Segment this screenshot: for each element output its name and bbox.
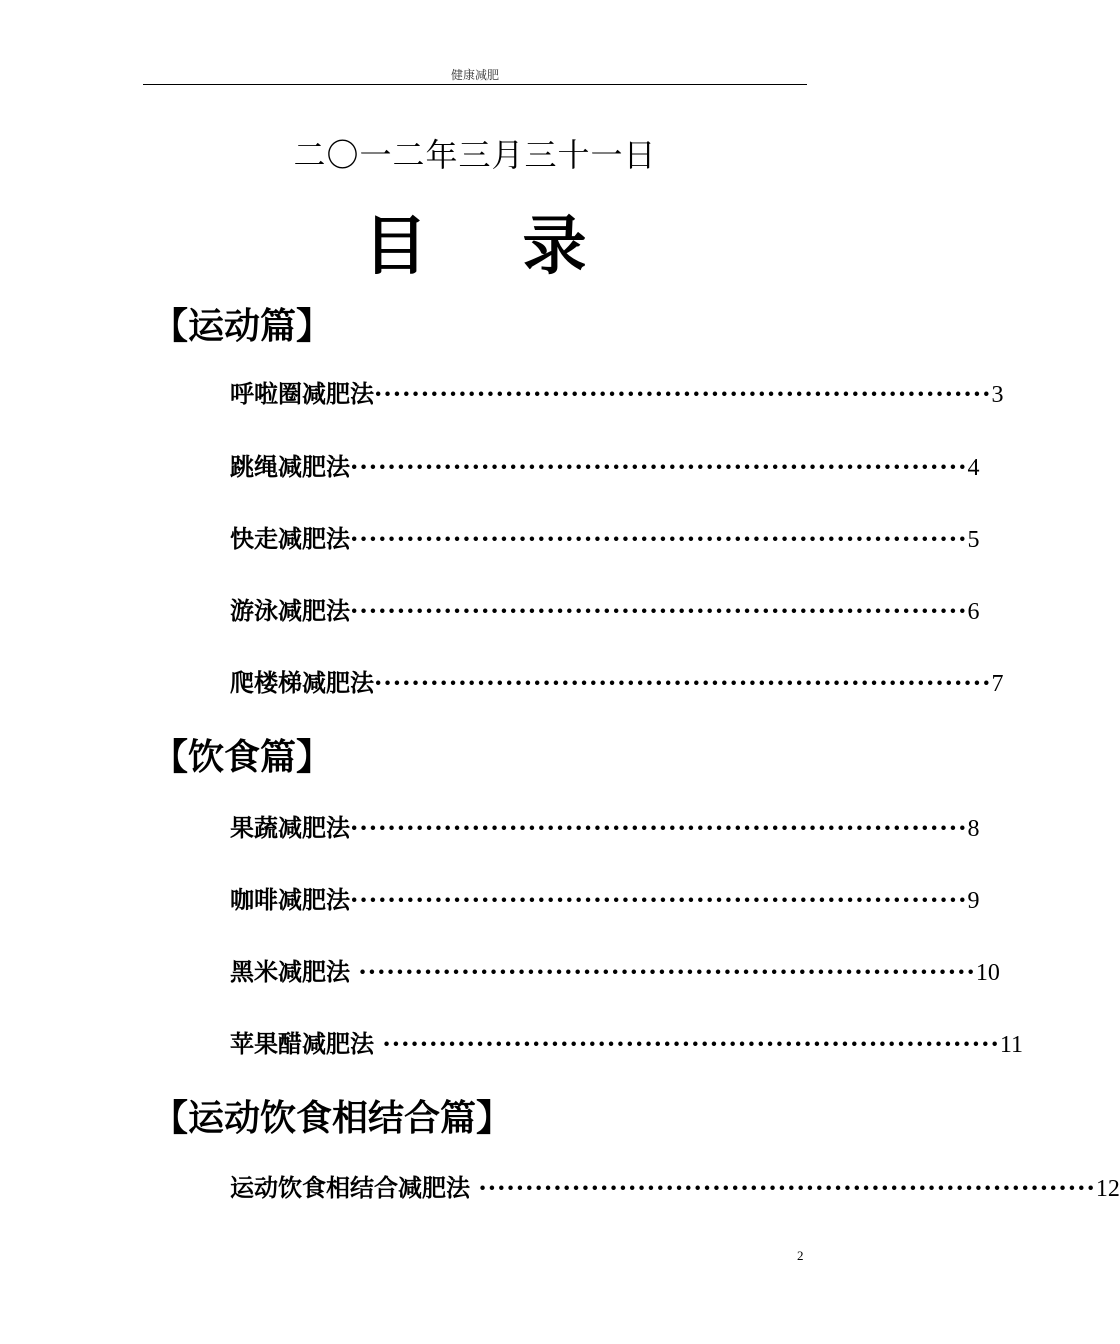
toc-entry[interactable]: [230, 808, 980, 842]
page-number: 2: [797, 1248, 804, 1263]
toc-entry[interactable]: [230, 663, 1004, 697]
toc-entry-page: 9: [967, 888, 980, 914]
toc-entry-page: 11: [999, 1032, 1023, 1058]
running-header: 健康减肥: [450, 68, 499, 82]
toc-entry-label: 咖啡减肥法: [230, 885, 350, 914]
toc-entry-page: 12: [1095, 1176, 1120, 1202]
toc-leader-dots: ··································································: [374, 668, 992, 697]
toc-leader-dots: ··································································: [350, 452, 968, 481]
toc-entry-label: 呼啦圈减肥法: [230, 379, 374, 408]
toc-leader-dots: ··································································: [350, 813, 968, 842]
toc-entry[interactable]: [230, 447, 980, 481]
section-heading-diet: 【饮食篇】: [152, 736, 333, 778]
toc-entry-page: 10: [975, 960, 1000, 986]
toc-entry-page: 4: [967, 455, 980, 481]
section-heading-exercise: 【运动篇】: [152, 305, 333, 347]
toc-entry-label: 运动饮食相结合减肥法: [230, 1173, 479, 1202]
toc-entry-label: 游泳减肥法: [230, 596, 350, 625]
toc-entry-page: 5: [967, 527, 980, 553]
toc-entry[interactable]: [230, 952, 1000, 986]
title-char-right: 录: [522, 209, 587, 284]
toc-entry-page: 3: [991, 382, 1004, 408]
toc-leader-dots: ··································································: [350, 885, 968, 914]
toc-entry[interactable]: [230, 880, 980, 914]
toc-leader-dots: ··································································: [350, 524, 968, 553]
header-rule: [143, 84, 807, 85]
toc-entry-label: 果蔬减肥法: [230, 813, 350, 842]
toc-entry-label: 跳绳减肥法: [230, 452, 350, 481]
page-title: [0, 195, 950, 287]
toc-entry-label: 苹果醋减肥法: [230, 1029, 383, 1058]
toc-entry-page: 7: [991, 671, 1004, 697]
document-date: 二〇一二年三月三十一日: [293, 136, 657, 174]
toc-entry[interactable]: [230, 374, 1004, 408]
toc-entry-label: 黑米减肥法: [230, 957, 359, 986]
toc-leader-dots: ··································································: [478, 1173, 1096, 1202]
toc-leader-dots: ··································································: [358, 957, 976, 986]
section-heading-combined: 【运动饮食相结合篇】: [152, 1097, 513, 1139]
toc-entry[interactable]: [230, 519, 980, 553]
toc-entry[interactable]: [230, 1024, 1023, 1058]
toc-leader-dots: ··································································: [374, 379, 992, 408]
toc-entry[interactable]: [230, 1168, 1120, 1202]
toc-entry-page: 6: [967, 599, 980, 625]
toc-entry-label: 快走减肥法: [230, 524, 350, 553]
toc-entry-label: 爬楼梯减肥法: [230, 668, 374, 697]
title-char-left: 目: [363, 209, 428, 284]
toc-entry[interactable]: [230, 591, 980, 625]
toc-leader-dots: ··································································: [350, 596, 968, 625]
toc-entry-page: 8: [967, 816, 980, 842]
toc-leader-dots: ··································································: [382, 1029, 1000, 1058]
